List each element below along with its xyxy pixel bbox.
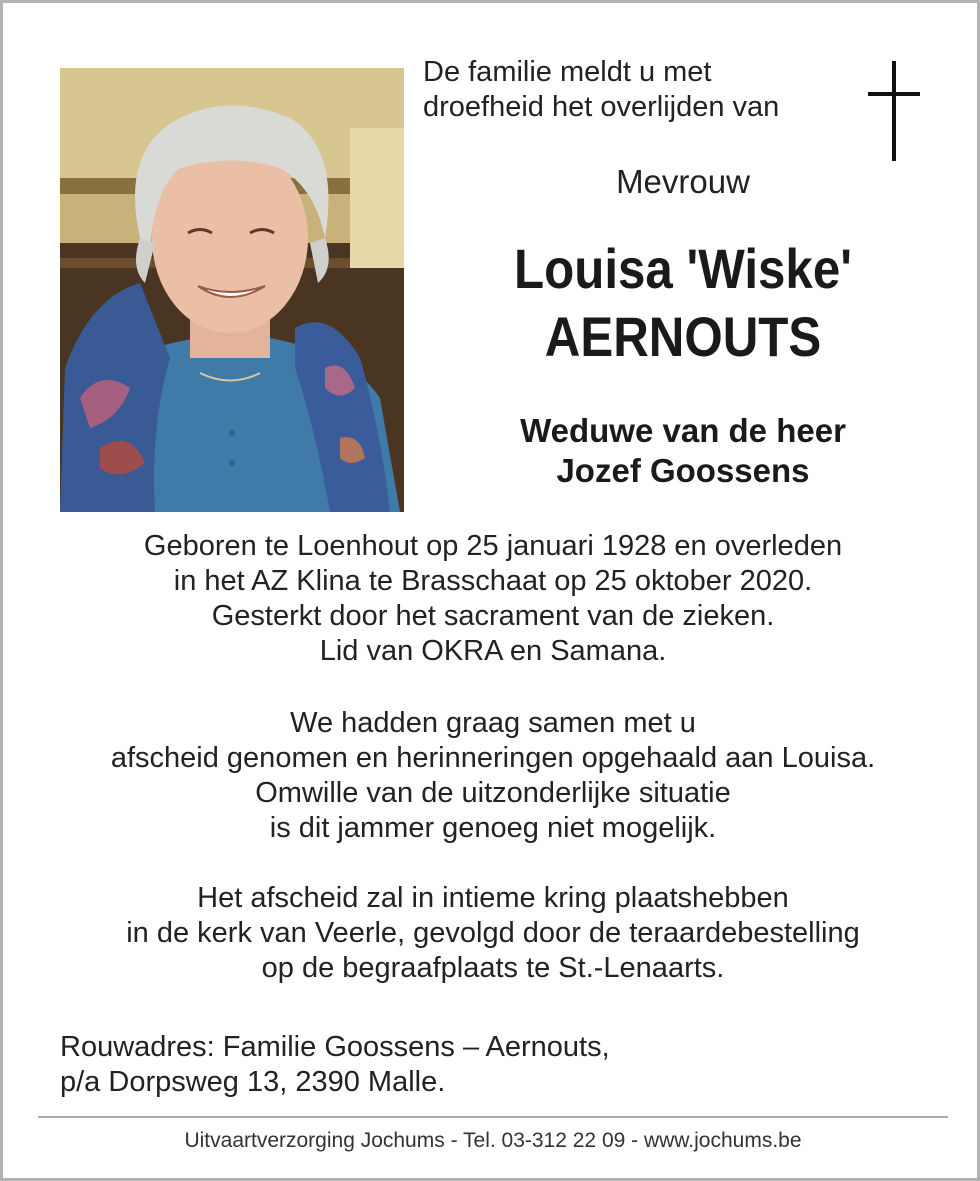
details-line: Gesterkt door het sacrament van de zieken. — [211, 600, 775, 632]
farewell-paragraph — [43, 706, 943, 846]
honorific: Mevrouw — [616, 163, 750, 200]
deceased-name — [454, 235, 912, 371]
portrait-photo — [60, 68, 404, 512]
farewell-line: Omwille van de uitzonderlijke situatie — [255, 777, 731, 809]
ceremony-line: op de begraafplaats te St.-Lenaarts. — [261, 952, 725, 984]
intro-line: droefheid het overlijden van — [423, 91, 780, 123]
funeral-home-footer: Uitvaartverzorging Jochums - Tel. 03-312 22 09 - www.jochums.be — [184, 1129, 802, 1152]
ceremony-paragraph — [43, 881, 943, 986]
intro-line: De familie meldt u met — [423, 56, 712, 88]
address-line: p/a Dorpsweg 13, 2390 Malle. — [60, 1066, 446, 1098]
farewell-line: afscheid genomen en herinneringen opgehaald aan Louisa. — [110, 742, 876, 774]
farewell-line: We hadden graag samen met u — [290, 707, 696, 739]
details-line: Geboren te Loenhout op 25 januari 1928 en overleden — [143, 530, 843, 562]
ceremony-line: Het afscheid zal in intieme kring plaatshebben — [197, 882, 789, 914]
ceremony-line: in de kerk van Veerle, gevolgd door de teraardebestelling — [126, 917, 860, 949]
cross-icon — [865, 61, 923, 161]
mourning-address — [60, 1030, 610, 1100]
name-surname: AERNOUTS — [544, 305, 822, 368]
widow-line: Weduwe van de heer — [520, 412, 846, 449]
footer-divider — [38, 1116, 948, 1118]
address-line: Rouwadres: Familie Goossens – Aernouts, — [60, 1031, 610, 1063]
details-line: Lid van OKRA en Samana. — [319, 635, 667, 667]
details-paragraph — [43, 529, 943, 669]
name-first: Louisa 'Wiske' — [514, 237, 852, 300]
intro-text — [423, 55, 779, 125]
farewell-line: is dit jammer genoeg niet mogelijk. — [269, 812, 717, 844]
widow-line: Jozef Goossens — [556, 452, 810, 489]
widow-of — [423, 411, 943, 491]
details-line: in het AZ Klina te Brasschaat op 25 oktober 2020. — [173, 565, 813, 597]
